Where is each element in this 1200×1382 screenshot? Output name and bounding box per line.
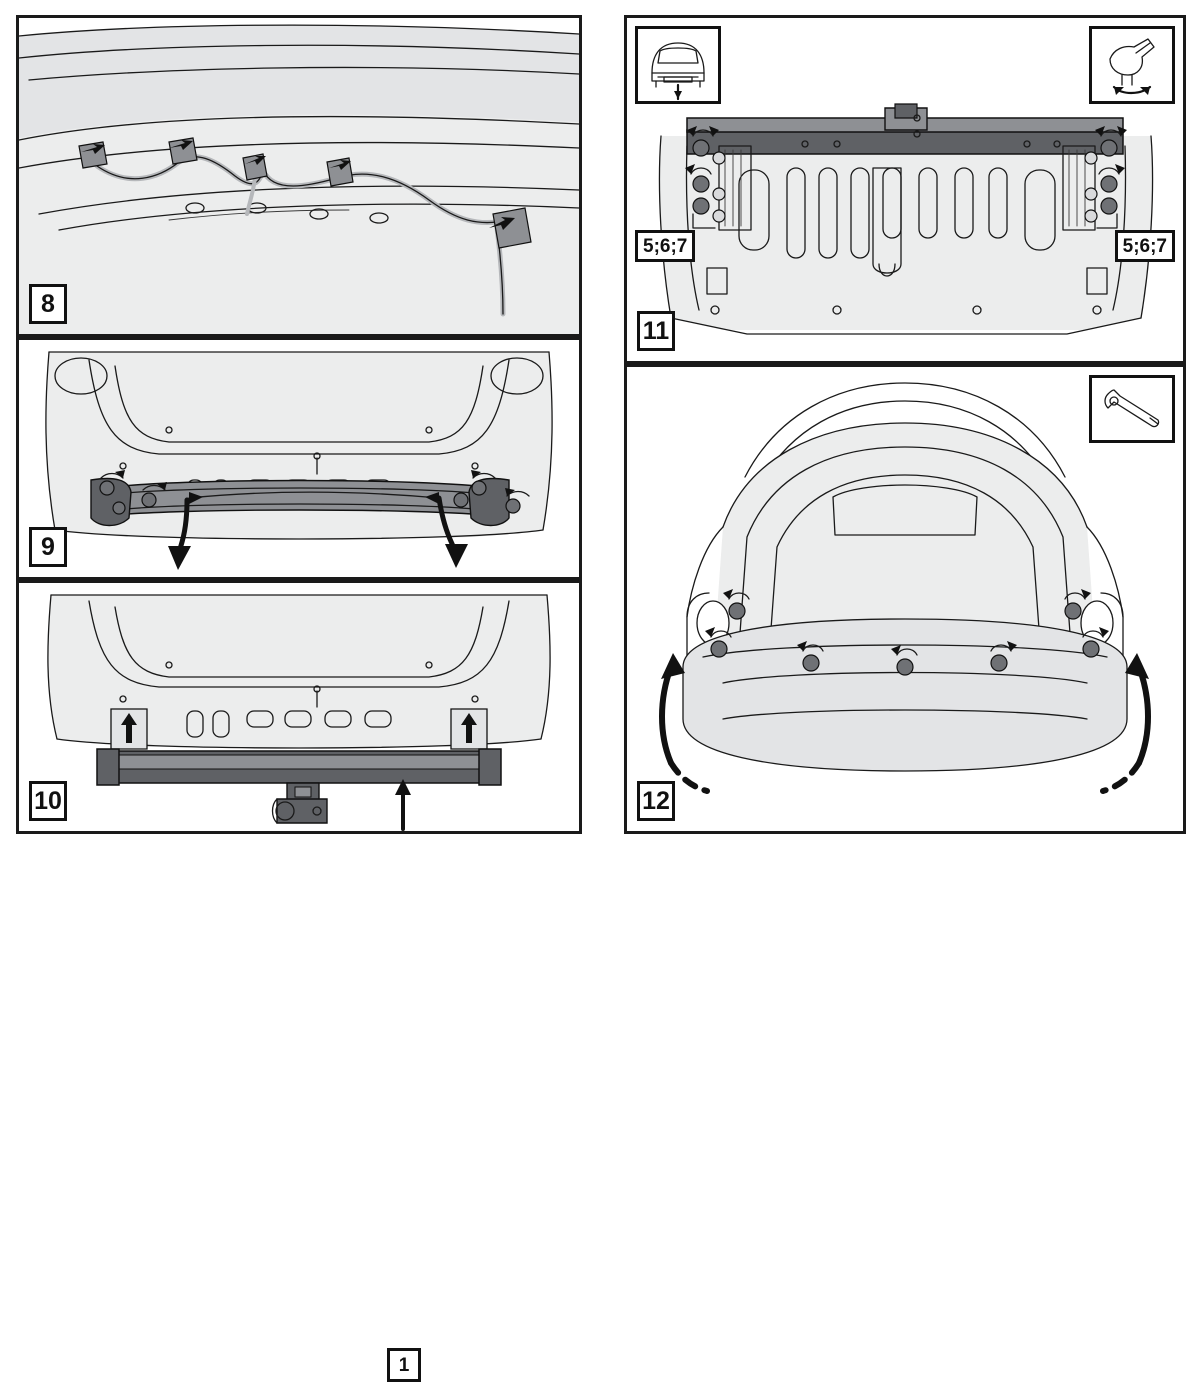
step-badge-9: 9 [29, 527, 67, 567]
inset-vehicle-rear-view [635, 26, 721, 104]
step-badge-11: 11 [637, 311, 675, 351]
step-badge-12: 12 [637, 781, 675, 821]
panel-step-10 [16, 580, 582, 1376]
panel-step-11 [624, 15, 1186, 364]
vehicle-rear-view-icon [638, 29, 718, 101]
panel-step-9 [16, 337, 582, 580]
panel-10-illustration [19, 583, 579, 831]
callout-part-1: 1 [387, 1348, 421, 1382]
callout-parts-right-5-6-7: 5;6;7 [1115, 230, 1175, 262]
step-badge-8: 8 [29, 284, 67, 324]
step-badge-10: 10 [29, 781, 67, 821]
panel-8-illustration [19, 18, 579, 334]
panel-step-8 [16, 15, 582, 337]
inset-hand-tool [1089, 26, 1175, 104]
panel-9-illustration [19, 340, 579, 577]
panel-step-12 [624, 364, 1186, 834]
torque-wrench-icon [1092, 378, 1172, 440]
callout-parts-left-5-6-7: 5;6;7 [635, 230, 695, 262]
inset-torque-wrench [1089, 375, 1175, 443]
hand-tool-icon [1092, 29, 1172, 101]
